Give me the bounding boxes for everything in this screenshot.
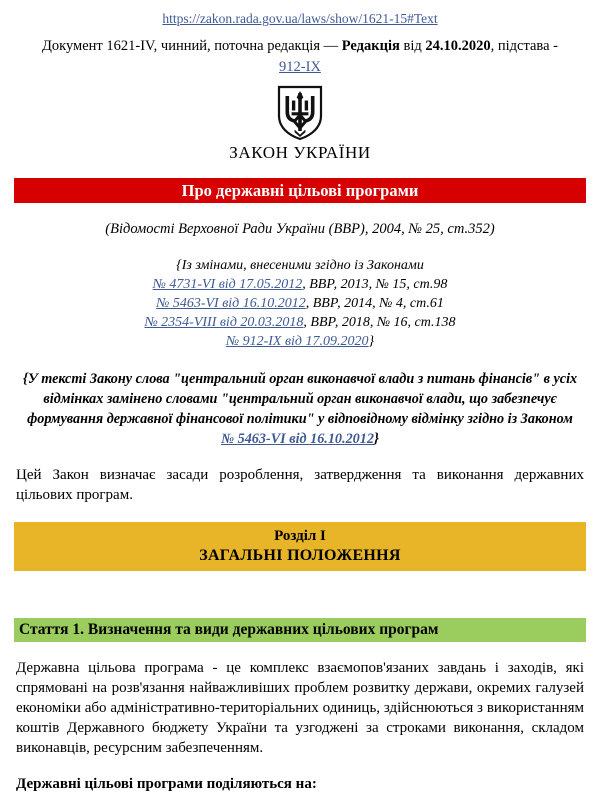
amendment-rest: , ВВР, 2013, № 15, ст.98 [302,277,448,292]
substitution-note-text: {У тексті Закону слова "центральний орган виконавчої влади з питань фінансів" в усіх відмінках замінено словами "центральний орган виконавчої влади, що забезпечує формування державної фінансової політики" у відповідному відмінку згідно із Законом [22,371,578,427]
meta-prefix: Документ 1621-IV, чинний, поточна редакція — [42,38,342,54]
meta-basis-link[interactable]: 912-IX [279,59,321,75]
document-meta-line [14,36,586,78]
meta-redaction-label: Редакція [341,38,400,54]
substitution-note [14,369,586,449]
meta-suffix: , підстава - [490,38,558,54]
source-url-link[interactable]: https://zakon.rada.gov.ua/laws/show/1621-15#Text [162,11,438,26]
publication-reference: (Відомості Верховної Ради України (ВВР), 2004, № 25, ст.352) [105,221,495,237]
amendment-rest: } [368,334,375,349]
amendment-link[interactable]: № 5463-VI від 16.10.2012 [156,296,306,311]
substitution-note-link[interactable]: № 5463-VI від 16.10.2012 [221,431,374,447]
law-of-ukraine-heading: ЗАКОН УКРАЇНИ [229,143,371,162]
amendments-block [14,256,586,351]
article-list-intro: Державні цільові програми поділяються на: [16,776,317,792]
amendment-link[interactable]: № 4731-VI від 17.05.2012 [152,277,303,292]
article-header-banner: Стаття 1. Визначення та види державних цільових програм [14,618,586,642]
law-title-banner: Про державні цільові програми [14,178,586,203]
amendment-link[interactable]: № 912-IX від 17.09.2020 [225,334,369,349]
intro-paragraph: Цей Закон визначає засади розроблення, затвердження та виконання державних цільових програм. [16,467,584,503]
amendment-rest: , ВВР, 2014, № 4, ст.61 [305,296,444,311]
section-name: ЗАГАЛЬНІ ПОЛОЖЕННЯ [199,547,401,564]
meta-redaction-mid: від [399,38,426,54]
meta-redaction-date: 24.10.2020 [425,38,491,54]
source-url-line [14,0,586,27]
amendments-intro: {Із змінами, внесеними згідно із Законами [176,258,424,273]
amendment-row [14,332,586,351]
amendment-rest: , ВВР, 2018, № 16, ст.138 [303,315,456,330]
ukraine-coat-of-arms-tryzub-icon [277,85,323,141]
coat-of-arms-container [14,85,586,141]
amendment-row [14,313,586,332]
amendment-row [14,275,586,294]
article-paragraph: Державна цільова програма - це комплекс взаємопов'язаних завдань і заходів, які спрямовані на розв'язання найважливіших проблем розвитку держави, окремих галузей економіки або адміністративно-територіальних одиниць, здійснюються з використанням коштів Державного бюджету України та узгоджені за строками виконання, складом виконавців, ресурсним забезпеченням. [16,660,584,756]
amendment-row [14,294,586,313]
section-banner [14,522,586,571]
section-number: Розділ I [274,528,326,544]
amendment-link[interactable]: № 2354-VIII від 20.03.2018 [144,315,304,330]
substitution-note-close: } [373,431,379,447]
